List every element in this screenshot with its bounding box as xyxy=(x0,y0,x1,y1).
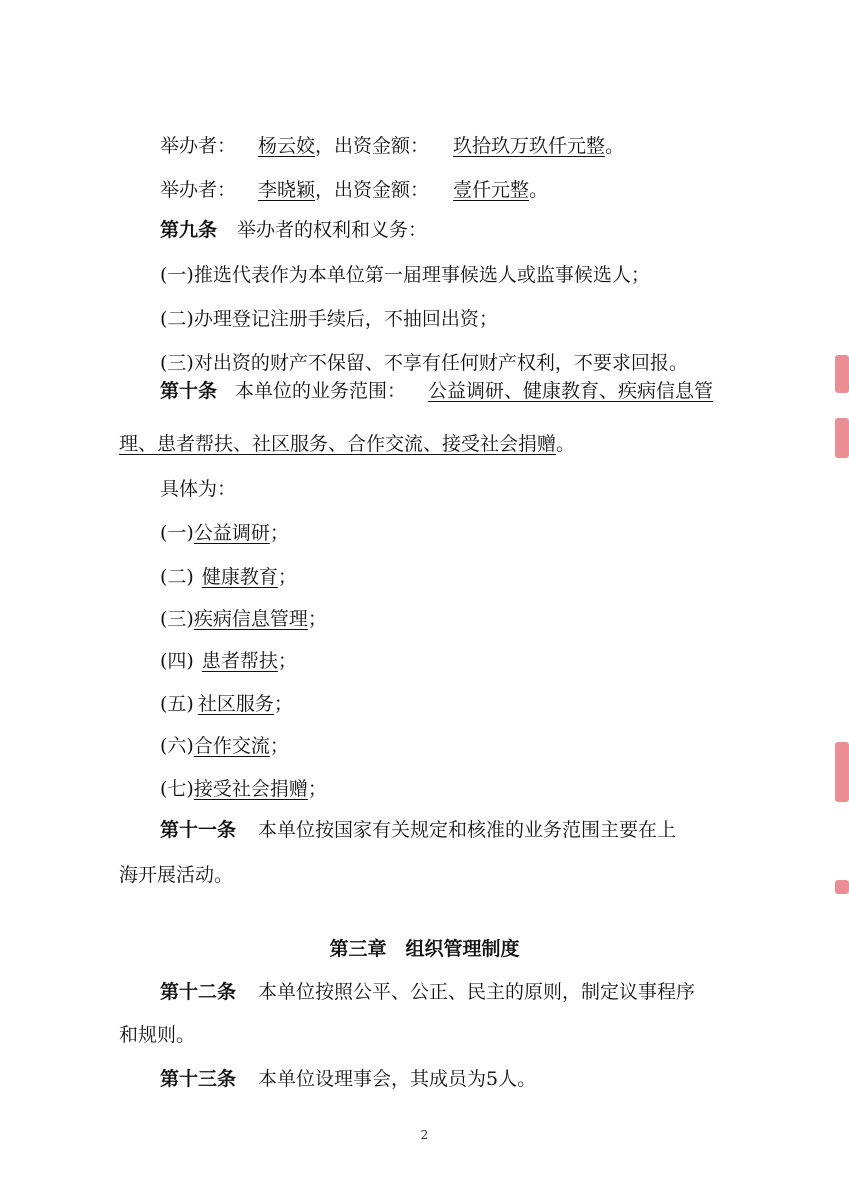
scope-item-text: 社区服务 xyxy=(197,693,274,715)
art9-item-1: (一)推选代表作为本单位第一届理事候选人或监事候选人； xyxy=(160,264,650,286)
scope-item-prefix: (一) xyxy=(160,522,194,544)
scope-item-prefix: (五) xyxy=(160,693,194,715)
scope-item-prefix: (六) xyxy=(160,735,194,757)
article-text: 举办者的权利和义务： xyxy=(237,219,428,241)
article-11-cont: 海开展活动。 xyxy=(119,864,234,886)
scope-item-text: 健康教育 xyxy=(201,566,278,588)
article-12-cont: 和规则。 xyxy=(119,1024,196,1046)
scope-item-end: ； xyxy=(277,650,297,672)
article-10-cont xyxy=(119,431,575,457)
sponsor-label: 举办者： xyxy=(160,135,237,157)
scope-item-end: ； xyxy=(307,778,327,800)
art9-item-2: (二)办理登记注册手续后，不抽回出资； xyxy=(160,308,498,330)
scope-item-text: 公益调研 xyxy=(193,522,270,544)
scope-text: 理、患者帮扶、社区服务、合作交流、接受社会捐赠 xyxy=(119,433,557,455)
scope-item-prefix: (二) xyxy=(160,566,194,588)
seal-fragment xyxy=(835,355,849,393)
sponsor-end: 。 xyxy=(529,179,549,201)
article-13 xyxy=(160,1066,536,1092)
scope-item-text: 患者帮扶 xyxy=(201,650,278,672)
article-11 xyxy=(160,817,676,843)
sponsor-name: 李晓颖 xyxy=(258,179,316,201)
scope-item-end: ； xyxy=(277,566,297,588)
scope-item-end: ； xyxy=(273,693,293,715)
seal-fragment xyxy=(835,418,849,458)
sponsor-line-1 xyxy=(160,133,624,159)
article-9 xyxy=(160,217,427,243)
article-text: 本单位按照公平、公正、民主的原则，制定议事程序 xyxy=(258,981,696,1003)
article-text: 本单位设理事会，其成员为5人。 xyxy=(258,1068,537,1090)
scope-item xyxy=(160,648,297,674)
article-number: 第十一条 xyxy=(160,819,237,841)
scope-item xyxy=(160,776,327,802)
art9-item-3: (三)对出资的财产不保留、不享有任何财产权利，不要求回报。 xyxy=(160,352,688,374)
seal-fragment xyxy=(835,880,849,894)
article-12 xyxy=(160,979,695,1005)
article-number: 第十二条 xyxy=(160,981,237,1003)
sponsor-end: 。 xyxy=(605,135,625,157)
scope-item-prefix: (七) xyxy=(160,778,194,800)
article-number: 第十条 xyxy=(160,380,218,402)
scope-item-prefix: (三) xyxy=(160,608,194,630)
scope-item xyxy=(160,733,289,759)
scope-item-text: 合作交流 xyxy=(193,735,270,757)
sponsor-amount: 壹仟元整 xyxy=(453,179,530,201)
scope-item xyxy=(160,564,297,590)
sponsor-line-2 xyxy=(160,177,548,203)
scope-item-text: 疾病信息管理 xyxy=(193,608,308,630)
article-text: 本单位按国家有关规定和核准的业务范围主要在上 xyxy=(258,819,677,841)
scope-end: 。 xyxy=(556,433,576,455)
sponsor-amount: 玖拾玖万玖仟元整 xyxy=(453,135,606,157)
sponsor-name: 杨云姣 xyxy=(258,135,316,157)
article-text: 本单位的业务范围： xyxy=(235,380,407,402)
scope-item xyxy=(160,606,327,632)
chapter-heading: 第三章 组织管理制度 xyxy=(329,938,520,960)
scope-item-end: ； xyxy=(269,522,289,544)
sponsor-sep: ，出资金额： xyxy=(315,135,430,157)
scope-item xyxy=(160,691,293,717)
article-10 xyxy=(160,378,713,404)
page-number: 2 xyxy=(420,1128,429,1142)
scope-item-end: ； xyxy=(307,608,327,630)
article-number: 第十三条 xyxy=(160,1068,237,1090)
scope-text: 公益调研、健康教育、疾病信息管 xyxy=(428,380,714,402)
seal-fragment xyxy=(835,742,849,802)
article-number: 第九条 xyxy=(160,219,218,241)
scope-item-end: ； xyxy=(269,735,289,757)
scope-item xyxy=(160,520,289,546)
sponsor-label: 举办者： xyxy=(160,179,237,201)
sponsor-sep: ，出资金额： xyxy=(315,179,430,201)
scope-item-prefix: (四) xyxy=(160,650,194,672)
scope-item-text: 接受社会捐赠 xyxy=(193,778,308,800)
specific-label: 具体为： xyxy=(160,478,237,500)
